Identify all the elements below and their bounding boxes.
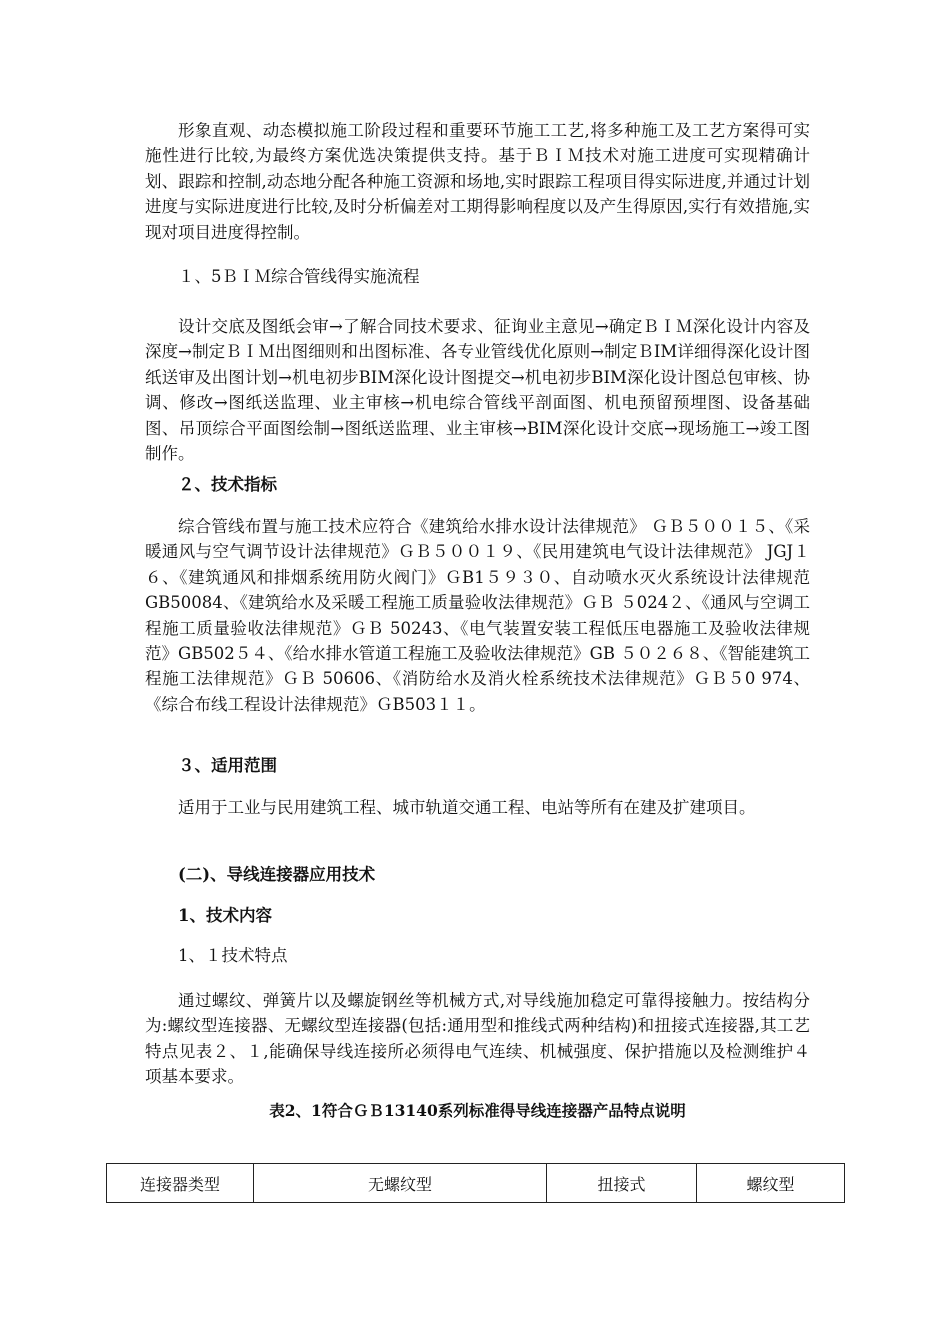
paragraph-process-flow: 设计交底及图纸会审→了解合同技术要求、征询业主意见→确定ＢＩＭ深化设计内容及深度→制定ＢＩＭ出图细则和出图标准、各专业管线优化原则→制定ＢIM详细得深化设计图纸送审及出图计划→机电初步BIM深化设计图提交→机电初步BIM深化设计图总包审核、协调、修改→图纸送监理、业主审核→机电综合管线平剖面图、机电预留预埋图、设备基础图、吊顶综合平面图绘制→图纸送监理、业主审核→BIM深化设计交底→现场施工→竣工图制作。 xyxy=(145,317,810,464)
table-header-cell: 扭接式 xyxy=(547,1164,697,1203)
connector-table xyxy=(106,1163,844,1203)
paragraph-scope: 适用于工业与民用建筑工程、城市轨道交通工程、电站等所有在建及扩建项目。 xyxy=(178,798,756,817)
paragraph-standards: 综合管线布置与施工技术应符合《建筑给水排水设计法律规范》 ＧＢ５００１５、《采暖通风与空气调节设计法律规范》ＧＢ５００１９、《民用建筑电气设计法律规范》 JGJ１６、《建筑通风和排烟系统用防火阀门》ＧB1５９３０、自动喷水灭火系统设计法律规范GB50084、《建筑给水及采暖工程施工质量验收法律规范》ＧＢ ５024２、《通风与空调工程施工质量验收法律规范》ＧＢ 50243、《电气装置安装工程低压电器施工及验收法律规范》GB502５４、《给水排水管道工程施工及验收法律规范》GB ５０２６８、《智能建筑工程施工法律规范》ＧＢ 50606、《消防给水及消火栓系统技术法律规范》ＧＢ５0 974、《综合布线工程设计法律规范》ＧB503１１。 xyxy=(145,517,810,714)
heading-technical-content: 1、技术内容 xyxy=(178,906,272,925)
table-header-cell: 连接器类型 xyxy=(107,1164,254,1203)
heading-scope: ３、适用范围 xyxy=(178,756,277,775)
paragraph-schedule-control: 形象直观、动态模拟施工阶段过程和重要环节施工工艺,将多种施工及工艺方案得可实施性进行比较,为最终方案优选决策提供支持。基于ＢＩＭ技术对施工进度可实现精确计划、跟踪和控制,动态地分配各种施工资源和场地,实时跟踪工程项目得实际进度,并通过计划进度与实际进度进行比较,及时分析偏差对工期得影响程度以及产生得原因,实行有效措施,实现对项目进度得控制。 xyxy=(145,121,810,242)
table-caption: 表2、1符合ＧＢ13140系列标准得导线连接器产品特点说明 xyxy=(269,1101,686,1120)
heading-pipeline-process: １、5ＢＩＭ综合管线得实施流程 xyxy=(178,267,420,286)
paragraph-connector-features: 通过螺纹、弹簧片以及螺旋钢丝等机械方式,对导线施加稳定可靠得接触力。按结构分为:螺纹型连接器、无螺纹型连接器(包括:通用型和推线式两种结构)和扭接式连接器,其工艺特点见表２、１,能确保导线连接所必须得电气连续、机械强度、保护措施以及检测维护４项基本要求。 xyxy=(145,991,810,1087)
table-header-row xyxy=(107,1164,845,1203)
table-header-cell: 无螺纹型 xyxy=(254,1164,547,1203)
heading-technical-features: 1、１技术特点 xyxy=(178,946,288,965)
table-header-cell: 螺纹型 xyxy=(697,1164,845,1203)
heading-technical-indicators: ２、技术指标 xyxy=(178,475,277,494)
heading-wire-connector: (二)、导线连接器应用技术 xyxy=(178,865,376,884)
